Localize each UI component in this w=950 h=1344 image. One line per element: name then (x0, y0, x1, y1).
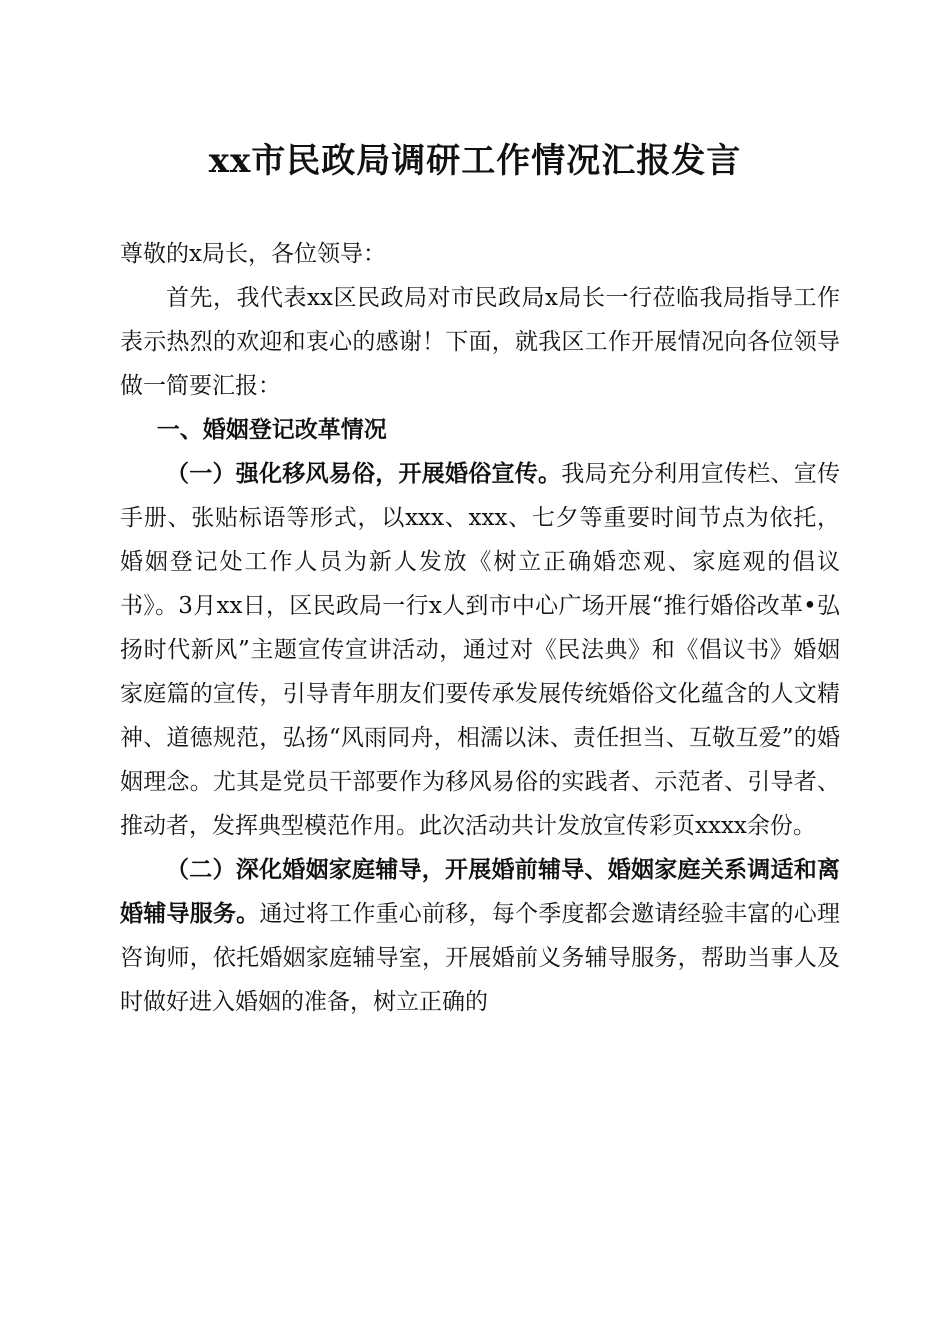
item-1-paragraph (120, 452, 840, 848)
item-1-lead: （一）强化移风易俗，开展婚俗宣传。 (166, 460, 562, 487)
item-2-lead: （二）深化婚姻家庭辅导，开展婚前辅导、婚姻家庭关系调适和离婚辅导服务。 (120, 856, 840, 927)
document-body (120, 232, 840, 1024)
item-2-paragraph (120, 848, 840, 1024)
section-heading: 一、婚姻登记改革情况 (156, 417, 387, 443)
intro-paragraph: 首先，我代表xx区民政局对市民政局x局长一行莅临我局指导工作表示热烈的欢迎和衷心的感谢！下面，就我区工作开展情况向各位领导做一简要汇报： (120, 285, 840, 399)
salutation: 尊敬的x局长，各位领导： (120, 241, 386, 267)
document-title: xx市民政局调研工作情况汇报发言 (208, 141, 742, 181)
item-1-body: 我局充分利用宣传栏、宣传手册、张贴标语等形式，以xxx、xxx、七夕等重要时间节点为依托，婚姻登记处工作人员为新人发放《树立正确婚恋观、家庭观的倡议书》。3月xx日，区民政局一行x人到市中心广场开展“推行婚俗改革•弘扬时代新风”主题宣传宣讲活动，通过对《民法典》和《倡议书》婚姻家庭篇的宣传，引导青年朋友们要传承发展传统婚俗文化蕴含的人文精神、道德规范，弘扬“风雨同舟，相濡以沫、责任担当、互敬互爱”的婚姻理念。尤其是党员干部要作为移风易俗的实践者、示范者、引导者、推动者，发挥典型模范作用。此次活动共计发放宣传彩页xxxx余份。 (120, 461, 840, 839)
item-2-body: 通过将工作重心前移，每个季度都会邀请经验丰富的心理咨询师，依托婚姻家庭辅导室，开展婚前义务辅导服务，帮助当事人及时做好进入婚姻的准备，树立正确的 (120, 901, 841, 1015)
